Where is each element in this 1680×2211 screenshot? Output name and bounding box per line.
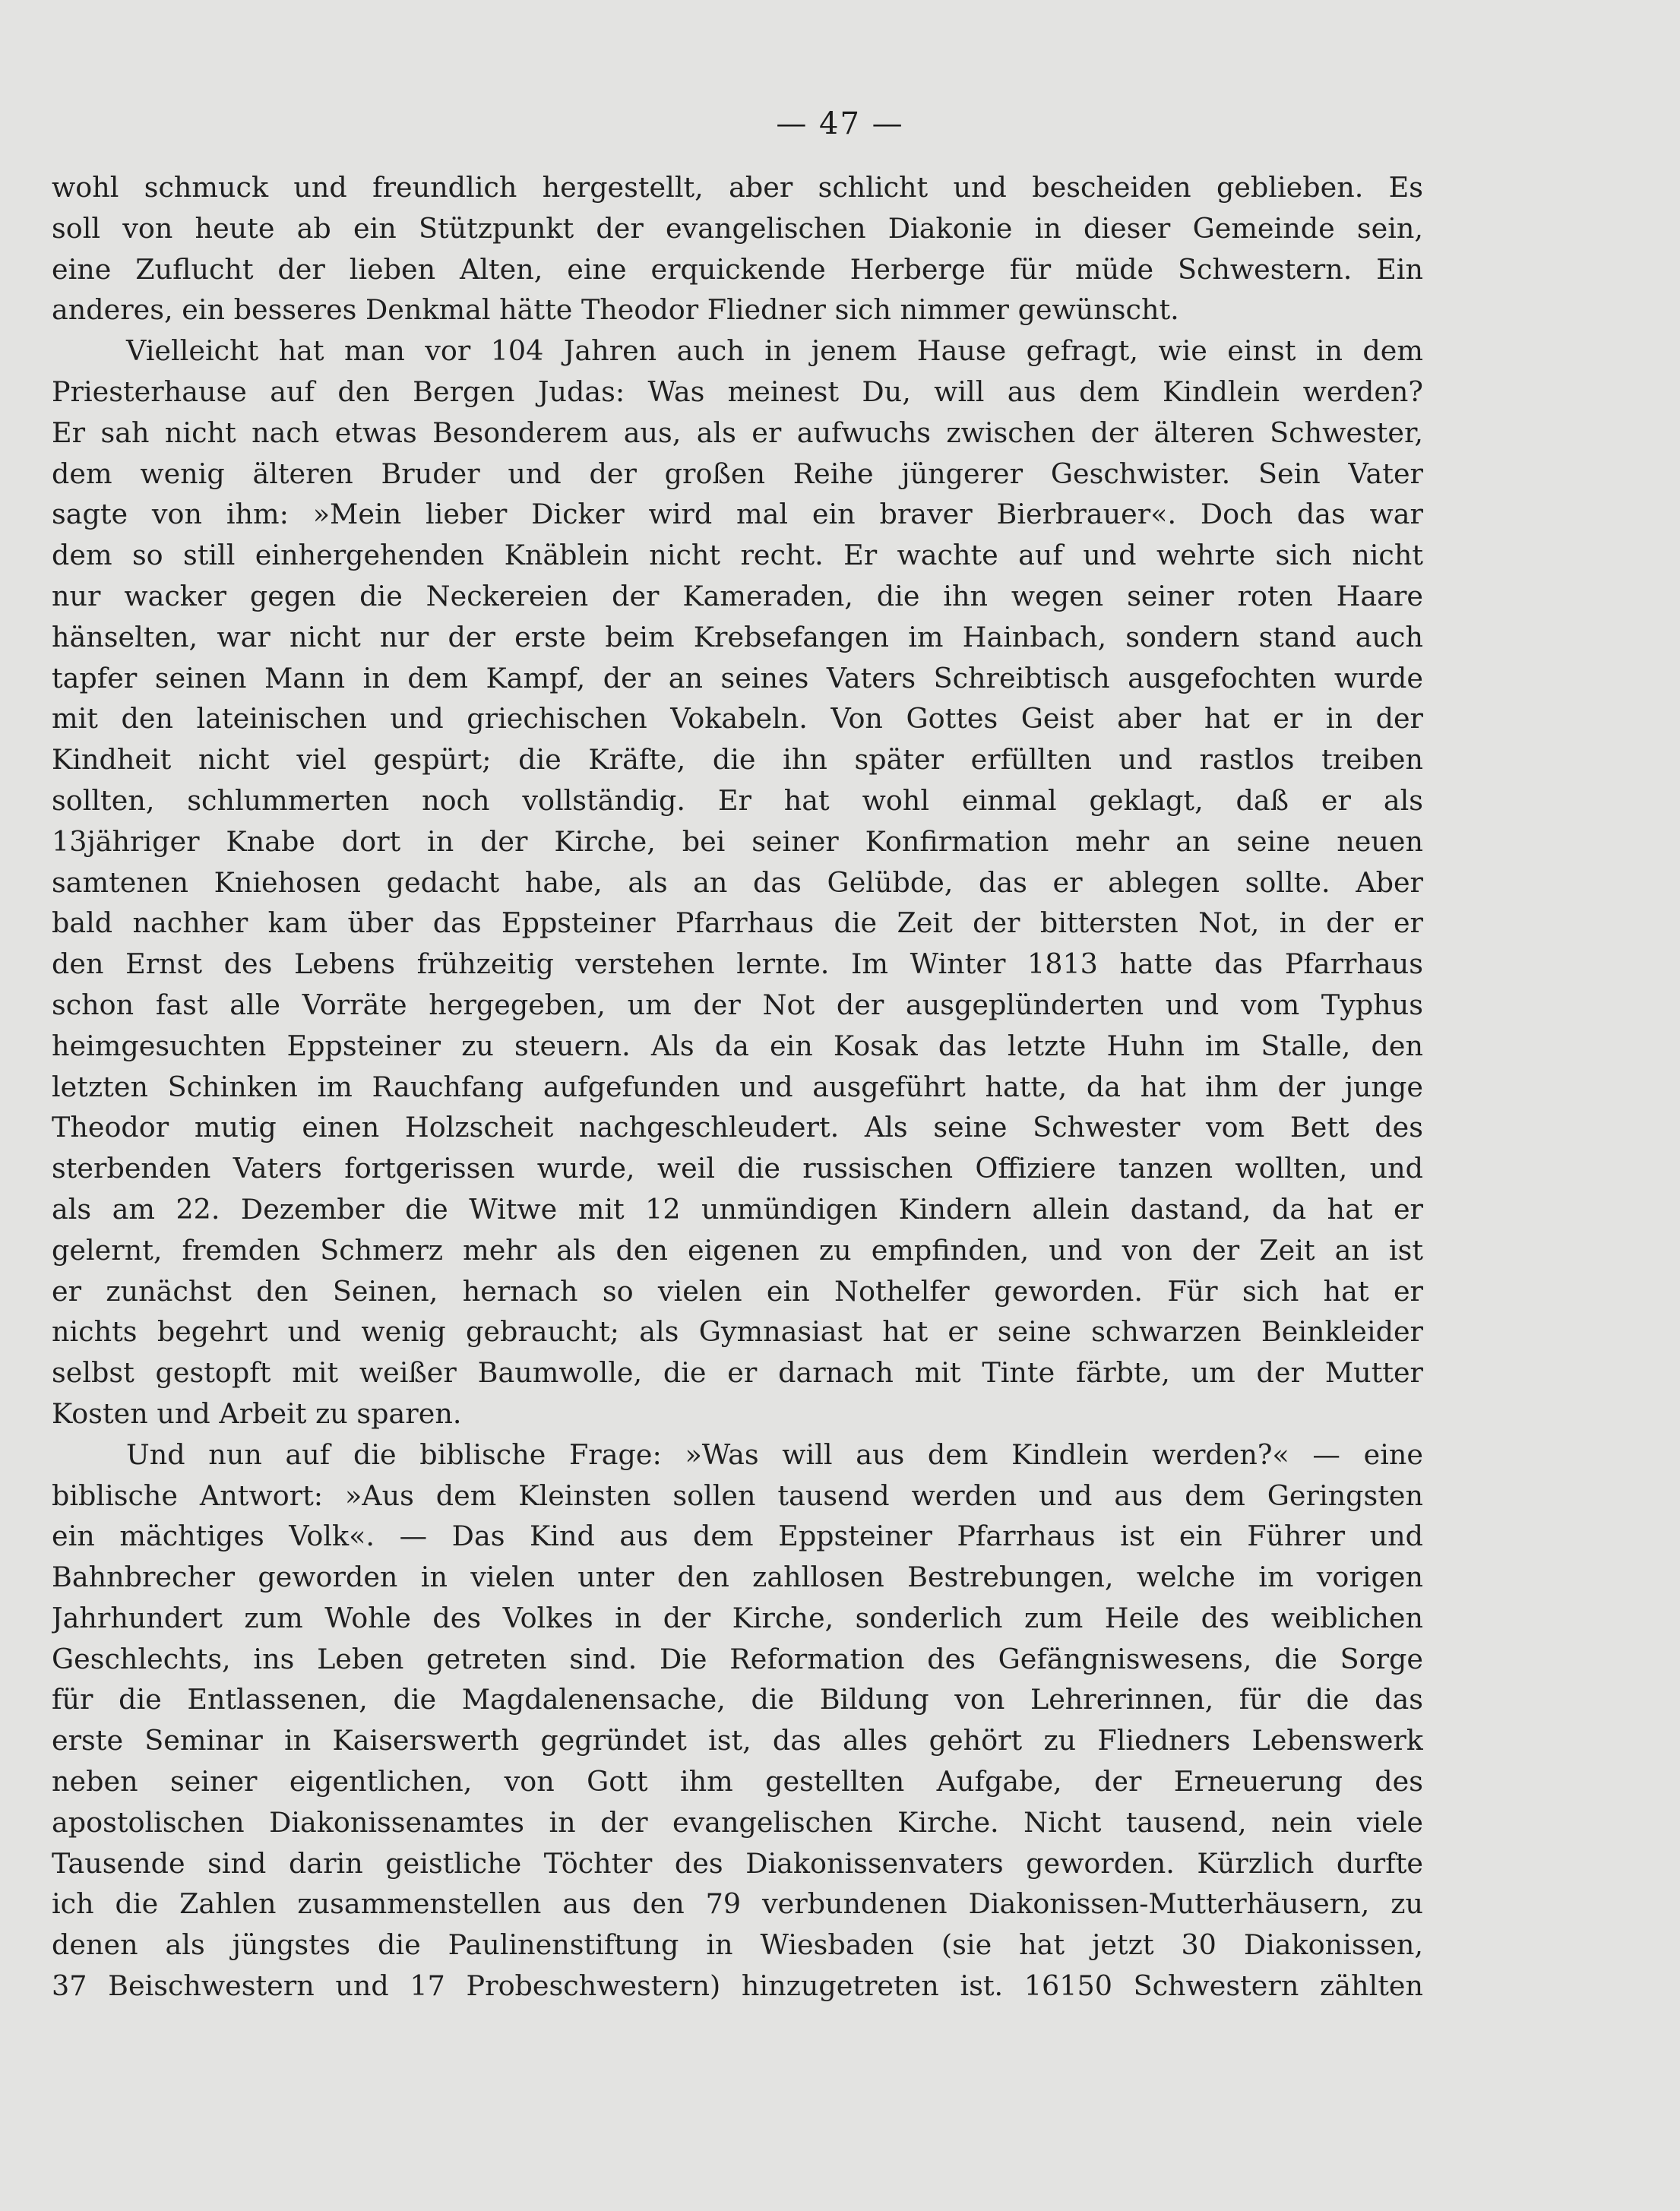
text-line: erste Seminar in Kaiserswerth gegründet ist, das alles gehört zu Fliedners Lebenswerk: [52, 1724, 1423, 1757]
paragraph: [52, 331, 1423, 1434]
text-line: mit den lateinischen und griechischen Vokabeln. Von Gottes Geist aber hat er in der: [52, 702, 1423, 735]
paragraph: [52, 1434, 1423, 2007]
text-line: tapfer seinen Mann in dem Kampf, der an seines Vaters Schreibtisch ausgefochten wurde: [52, 661, 1423, 694]
text-line: selbst gestopft mit weißer Baumwolle, die er darnach mit Tinte färbte, um der Mutter: [52, 1356, 1423, 1390]
paragraph: [52, 167, 1423, 331]
text-line: Jahrhundert zum Wohle des Volkes in der Kirche, sonderlich zum Heile des weiblichen: [52, 1601, 1423, 1634]
text-line: ein mächtiges Volk«. — Das Kind aus dem Eppsteiner Pfarrhaus ist ein Führer und: [52, 1520, 1423, 1553]
text-line: schon fast alle Vorräte hergegeben, um der Not der ausgeplünderten und vom Typhus: [52, 988, 1423, 1021]
text-line: sterbenden Vaters fortgerissen wurde, weil die russischen Offiziere tanzen wollten, und: [52, 1152, 1423, 1185]
text-line: eine Zuflucht der lieben Alten, eine erquickende Herberge für müde Schwestern. Ein: [52, 252, 1423, 286]
text-line: Kindheit nicht viel gespürt; die Kräfte, die ihn später erfüllten und rastlos treiben: [52, 743, 1423, 777]
text-line: 13jähriger Knabe dort in der Kirche, bei seiner Konfirmation mehr an seine neuen: [52, 824, 1423, 858]
text-line: dem wenig älteren Bruder und der großen Reihe jüngerer Geschwister. Sein Vater: [52, 457, 1423, 490]
text-line: apostolischen Diakonissenamtes in der evangelischen Kirche. Nicht tausend, nein viele: [52, 1805, 1423, 1839]
text-line: Kosten und Arbeit zu sparen.: [52, 1397, 462, 1430]
text-line: Theodor mutig einen Holzscheit nachgeschleudert. Als seine Schwester vom Bett des: [52, 1111, 1423, 1144]
text-line: heimgesuchten Eppsteiner zu steuern. Als da ein Kosak das letzte Huhn im Stalle, den: [52, 1029, 1423, 1062]
text-line: 37 Beischwestern und 17 Probeschwestern) hinzugetreten ist. 16150 Schwestern zählten: [52, 1969, 1423, 2003]
text-line: gelernt, fremden Schmerz mehr als den eigenen zu empfinden, und von der Zeit an ist: [52, 1233, 1423, 1267]
text-line: letzten Schinken im Rauchfang aufgefunden und ausgeführt hatte, da hat ihm der junge: [52, 1070, 1423, 1103]
text-line: Tausende sind darin geistliche Töchter des Diakonissenvaters geworden. Kürzlich durfte: [52, 1846, 1423, 1880]
text-line: anderes, ein besseres Denkmal hätte Theodor Fliedner sich nimmer gewünscht.: [52, 293, 1179, 327]
text-line: Bahnbrecher geworden in vielen unter den zahllosen Bestrebungen, welche im vorigen: [52, 1561, 1423, 1594]
text-line: bald nachher kam über das Eppsteiner Pfarrhaus die Zeit der bittersten Not, in der er: [52, 906, 1423, 940]
text-line: als am 22. Dezember die Witwe mit 12 unmündigen Kindern allein dastand, da hat er: [52, 1192, 1423, 1226]
text-line: nichts begehrt und wenig gebraucht; als Gymnasiast hat er seine schwarzen Beinkleider: [52, 1315, 1423, 1349]
body-text: [52, 167, 1423, 2007]
text-line: er zunächst den Seinen, hernach so vielen ein Nothelfer geworden. Für sich hat er: [52, 1274, 1423, 1308]
text-line: biblische Antwort: »Aus dem Kleinsten sollen tausend werden und aus dem Geringsten: [52, 1479, 1423, 1512]
text-line: ich die Zahlen zusammenstellen aus den 79 verbundenen Diakonissen-Mutterhäusern, zu: [52, 1887, 1423, 1921]
text-line: sagte von ihm: »Mein lieber Dicker wird mal ein braver Bierbrauer«. Doch das war: [52, 498, 1423, 531]
text-line: für die Entlassenen, die Magdalenensache, die Bildung von Lehrerinnen, für die das: [52, 1683, 1423, 1716]
text-line: samtenen Kniehosen gedacht habe, als an das Gelübde, das er ablegen sollte. Aber: [52, 865, 1423, 899]
page-number: — 47 —: [776, 106, 904, 141]
text-line: nur wacker gegen die Neckereien der Kameraden, die ihn wegen seiner roten Haare: [52, 579, 1423, 612]
text-line: sollten, schlummerten noch vollständig. Er hat wohl einmal geklagt, daß er als: [52, 783, 1423, 817]
text-line: den Ernst des Lebens frühzeitig verstehen lernte. Im Winter 1813 hatte das Pfarrhaus: [52, 947, 1423, 981]
text-line: dem so still einhergehenden Knäblein nicht recht. Er wachte auf und wehrte sich nicht: [52, 539, 1423, 572]
text-line: soll von heute ab ein Stützpunkt der evangelischen Diakonie in dieser Gemeinde sein,: [52, 211, 1423, 245]
text-line: hänselten, war nicht nur der erste beim Krebsefangen im Hainbach, sondern stand auch: [52, 620, 1423, 653]
text-line: Vielleicht hat man vor 104 Jahren auch in jenem Hause gefragt, wie einst in dem: [126, 334, 1423, 368]
text-line: Priesterhause auf den Bergen Judas: Was meinest Du, will aus dem Kindlein werden?: [52, 375, 1423, 408]
text-line: Und nun auf die biblische Frage: »Was will aus dem Kindlein werden?« — eine: [126, 1438, 1423, 1471]
text-line: wohl schmuck und freundlich hergestellt, aber schlicht und bescheiden geblieben. Es: [52, 171, 1423, 204]
text-line: neben seiner eigentlichen, von Gott ihm gestellten Aufgabe, der Erneuerung des: [52, 1765, 1423, 1798]
text-line: Geschlechts, ins Leben getreten sind. Die Reformation des Gefängniswesens, die Sorge: [52, 1642, 1423, 1675]
text-line: denen als jüngstes die Paulinenstiftung in Wiesbaden (sie hat jetzt 30 Diakonissen,: [52, 1928, 1423, 1962]
text-line: Er sah nicht nach etwas Besonderem aus, als er aufwuchs zwischen der älteren Schwester,: [52, 416, 1423, 449]
